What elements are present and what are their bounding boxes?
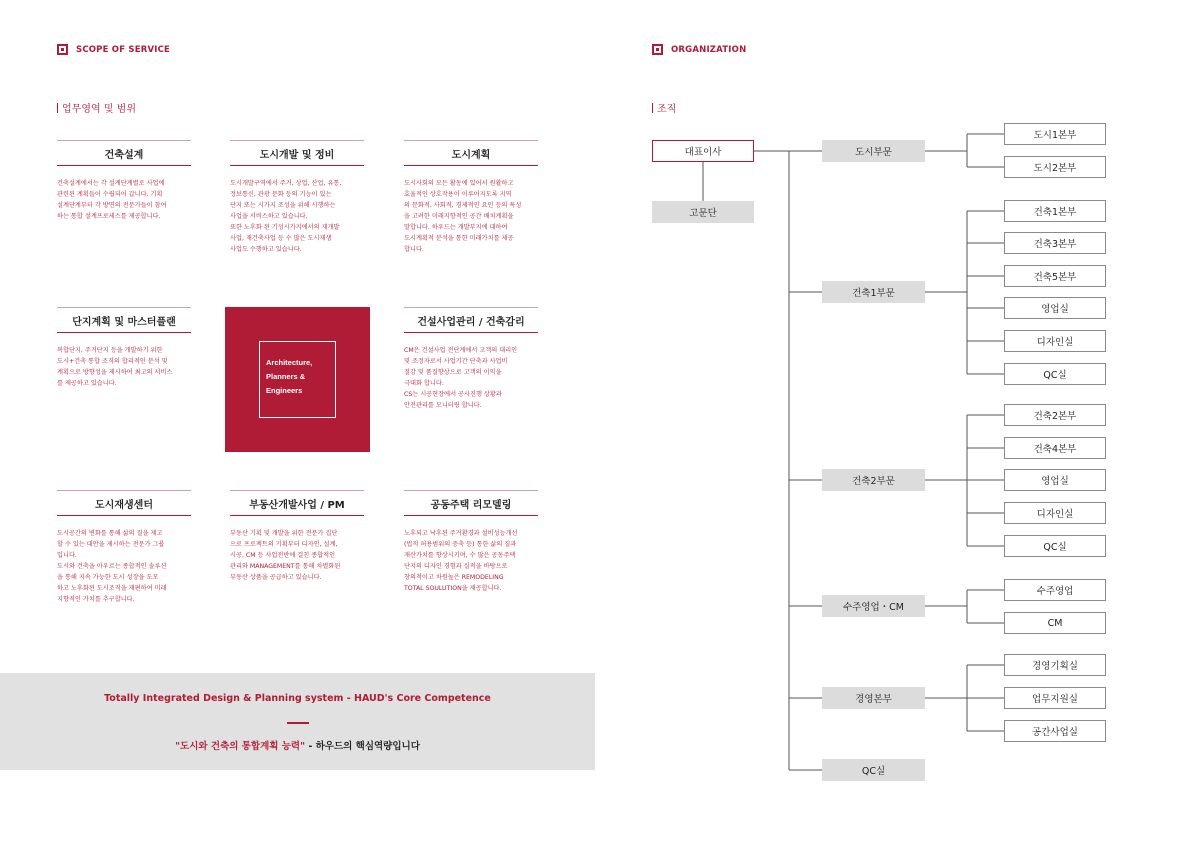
org-node-team: QC실	[1004, 363, 1106, 385]
org-node-advisor: 고문단	[652, 201, 754, 223]
org-node-division: 경영본부	[822, 687, 925, 709]
banner-rest: - 하우드의 핵심역량입니다	[305, 741, 420, 752]
org-node-team: 건축4본부	[1004, 437, 1106, 459]
scope-subheading-text: 업무영역 및 범위	[62, 104, 136, 115]
org-node-team: QC실	[1004, 535, 1106, 557]
banner-line-1: Totally Integrated Design & Planning system - HAUD's Core Competence	[104, 693, 491, 704]
org-heading: ORGANIZATION	[671, 44, 747, 55]
service-title: 공동주택 리모델링	[430, 500, 512, 511]
service-title: 건축설계	[104, 150, 144, 161]
org-node-team: 도시2본부	[1004, 156, 1106, 178]
service-title: 단지계획 및 마스터플랜	[72, 317, 176, 328]
service-title: 도시재생센터	[95, 500, 153, 511]
service-desc: 건축설계에서는 각 설계단계별로 사업에 관련된 계획들이 수립되어 갑니다. 기획 설계단계부터 각 방면의 전문가들이 참여 하는 통합 설계프로세스를 제공합니다.	[57, 180, 167, 220]
org-node-ceo: 대표이사	[652, 140, 754, 162]
org-node-team: 건축1본부	[1004, 200, 1106, 222]
org-node-team: 업무지원실	[1004, 687, 1106, 709]
service-desc: 도시공간의 변화를 통해 삶의 질을 제고 할 수 있는 대안을 제시하는 전문가 그룹 입니다. 도시와 건축을 아우르는 종합적인 솔루션 을 통해 지속 가능한 도시 성장을 도모 하고 노후화된 도시조직을 재편하여 미래 지향적인 가치를 추구합니다.	[57, 530, 167, 603]
org-node-team: 도시1본부	[1004, 123, 1106, 145]
service-title: 건설사업관리 / 건축감리	[417, 317, 525, 328]
org-node-team: 영업실	[1004, 469, 1106, 491]
service-desc: 도시개발구역에서 주거, 상업, 산업, 유통, 정보통신, 관광 문화 등의 기능이 있는 단지 또는 시가지 조성을 위해 시행하는 사업을 서비스하고 있습니다. 또한 노후화 된 기성시가지에서의 재개발 사업, 재건축사업 등 수 많은 도시재생 사업도 수행하고 있습니다.	[230, 180, 342, 253]
org-node-division: 건축1부문	[822, 281, 925, 303]
org-node-team: 디자인실	[1004, 502, 1106, 524]
org-node-division: 수주영업・CM	[822, 595, 925, 617]
org-subheading-text: 조직	[657, 104, 677, 115]
org-node-team: 디자인실	[1004, 330, 1106, 352]
service-title: 도시개발 및 정비	[259, 150, 335, 161]
org-node-division: QC실	[822, 759, 925, 781]
org-node-division: 건축2부문	[822, 469, 925, 491]
service-desc: 부동산 기획 및 개발을 위한 전문가 집단 으로 프로젝트의 기획부터 디자인, 설계, 시공, CM 등 사업전반에 걸친 종합적인 관리와 MANAGEMENT를 통해 차별화된 부동산 상품을 공급하고 있습니다.	[230, 530, 341, 581]
org-node-team: 영업실	[1004, 297, 1106, 319]
org-node-team: 경영기획실	[1004, 654, 1106, 676]
org-node-division: 도시부문	[822, 140, 925, 162]
service-title: 도시계획	[451, 150, 491, 161]
scope-heading: SCOPE OF SERVICE	[76, 44, 171, 55]
org-node-team: 수주영업	[1004, 579, 1106, 601]
service-desc: 노후되고 낙후된 주거환경과 설비성능개선 (법적 허용범위의 증축 등) 통한 삶의 질과 재산가치를 향상시키며, 수 많은 공동주택 단지의 디자인 경험과 실적을 바탕으로 창의적이고 차원높은 REMODELING TOTAL SOULUTION을 제공합니다.	[404, 530, 518, 592]
service-title: 부동산개발사업 / PM	[249, 500, 345, 511]
org-node-team: CM	[1004, 612, 1106, 634]
org-node-team: 건축5본부	[1004, 265, 1106, 287]
center-brand-text: Architecture, Planners & Engineers	[259, 341, 336, 418]
org-node-team: 건축2본부	[1004, 404, 1106, 426]
service-desc: 복합단지, 주거단지 등을 개발하기 위한 도시+건축 통합 조직의 합리적인 분석 및 계획으로 방향성을 제시하여 최고의 서비스 를 제공하고 있습니다.	[57, 347, 173, 387]
banner-quote: "도시와 건축의 통합계획 능력"	[175, 741, 306, 752]
service-desc: 도시사회의 모든 활동에 있어서 원활하고 효율적인 상호작용이 이루어지도록 지역 의 문화적, 사회적, 경제적인 요인 등의 특성 을 고려한 미래지향적인 공간 배치계획을 말합니다. 하우드는 개발부지에 대하여 도시계획적 분석을 통한 미래가치를 제공 합니다.	[404, 180, 522, 253]
org-node-team: 건축3본부	[1004, 232, 1106, 254]
service-desc: CM은 건설사업 전단계에서 고객의 대리인 및 조정자로서 사업기간 단축과 사업비 절감 및 품질향상으로 고객의 이익을 극대화 합니다. CS는 시공현장에서 공사진행 상황과 안전관리를 모니터링 합니다.	[404, 347, 518, 409]
org-node-team: 공간사업실	[1004, 720, 1106, 742]
